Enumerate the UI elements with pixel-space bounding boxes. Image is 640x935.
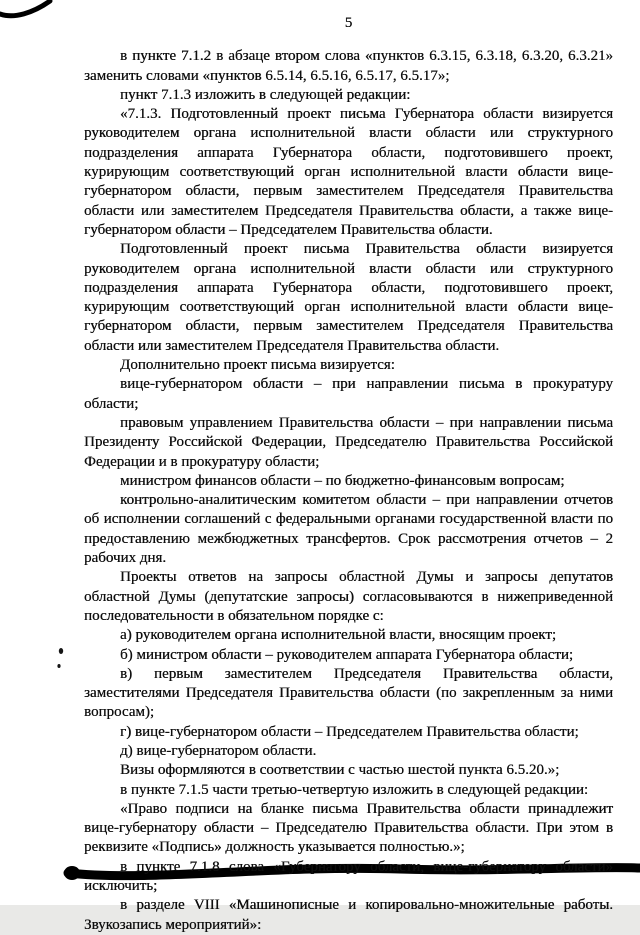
paragraph-list-item-v: в) первым заместителем Председателя Правительства области, заместителями Председателя Правительства области (по закрепленным за ними вопросам); [84,665,613,721]
paragraph-amendment-7-1-5: в пункте 7.1.5 части третью-четвертую изложить в следующей редакции: [120,781,589,798]
scan-artifact-speck-2 [57,664,60,668]
scan-artifact-bottom-blob [64,866,80,880]
paragraph-amendment-7-1-2: в пункте 7.1.2 в абзаце втором слова «пунктов 6.3.15, 6.3.18, 6.3.20, 6.3.21» заменить словами «пунктов 6.5.14, 6.5.16, 6.5.17, 6.5.17»; [84,48,613,84]
document-body [84,14,613,935]
paragraph-government-letter: Подготовленный проект письма Правительства области визируется руководителем органа исполнительной власти области или структурного подразделения аппарата Губернатора области, подготовившего проект, курирующим соответствующий орган исполнительной власти области вице-губернатором области, первым заместителем Председателя Правительства области или заместителем Председателя Правительства области. [84,241,613,354]
page-number: 5 [344,15,353,31]
scan-artifact-top-left [0,1,50,16]
paragraph-duma-requests-intro: Проекты ответов на запросы областной Думы и запросы депутатов областной Думы (депутатские запросы) согласовываются в нижеприведенной последовательности в обязательном порядке с: [84,569,613,624]
paragraph-signature-right: «Право подписи на бланке письма Правительства области принадлежит вице-губернатору области – Председателю Правительства области. При этом в реквизите «Подпись» должность указывается полностью.»; [84,800,613,856]
paragraph-list-item-g: г) вице-губернатором области – Председателем Правительства области; [120,723,579,740]
paragraph-amendment-7-1-8: в пункте 7.1.8 слова «Губернатору области, вице-губернатору области» исключить; [84,858,613,895]
paragraph-additional-visas-intro: Дополнительно проект письма визируется: [120,357,395,374]
paragraph-list-item-a: а) руководителем органа исполнительной власти, вносящим проект; [120,627,556,644]
paragraph-list-item-b: б) министром области – руководителем аппарата Губернатора области; [120,646,574,663]
paragraph-visa-finance-minister: министром финансов области – по бюджетно-финансовым вопросам; [120,472,565,489]
scan-artifact-speck-1 [59,648,63,654]
paragraph-visa-control-committee: контрольно-аналитическим комитетом области – при направлении отчетов об исполнении соглашений с федеральными органами государственной власти по предоставлению межбюджетных трансфертов. Срок рассмотрения отчетов – 2 рабочих дня. [84,492,613,567]
paragraph-visas-formatting: Визы оформляются в соответствии с частью шестой пункта 6.5.20.»; [120,762,560,779]
paragraph-visa-legal-department: правовым управлением Правительства области – при направлении письма Президенту Российской Федерации, Председателю Правительства Российской Федерации и в прокуратуру области; [84,414,613,470]
paragraph-visa-vice-governor: вице-губернатором области – при направлении письма в прокуратуру области; [84,376,613,412]
paragraph-list-item-d: д) вице-губернатором области. [120,742,317,759]
paragraph-amendment-7-1-3-intro: пункт 7.1.3 изложить в следующей редакции: [120,86,411,103]
paragraph-7-1-3-governor-letter: «7.1.3. Подготовленный проект письма Губернатора области визируется руководителем органа исполнительной власти области или структурного подразделения аппарата Губернатора области, подготовившего проект, курирующим соответствующий орган исполнительной власти области вице-губернатором области, первым заместителем Председателя Правительства области или заместителем Председателя Правительства области, а также вице-губернатором области – Председателем Правительства области. [84,106,613,238]
paragraph-section-viii: в разделе VIII «Машинописные и копировально-множительные работы. Звукозапись мероприятий»: [84,897,613,933]
